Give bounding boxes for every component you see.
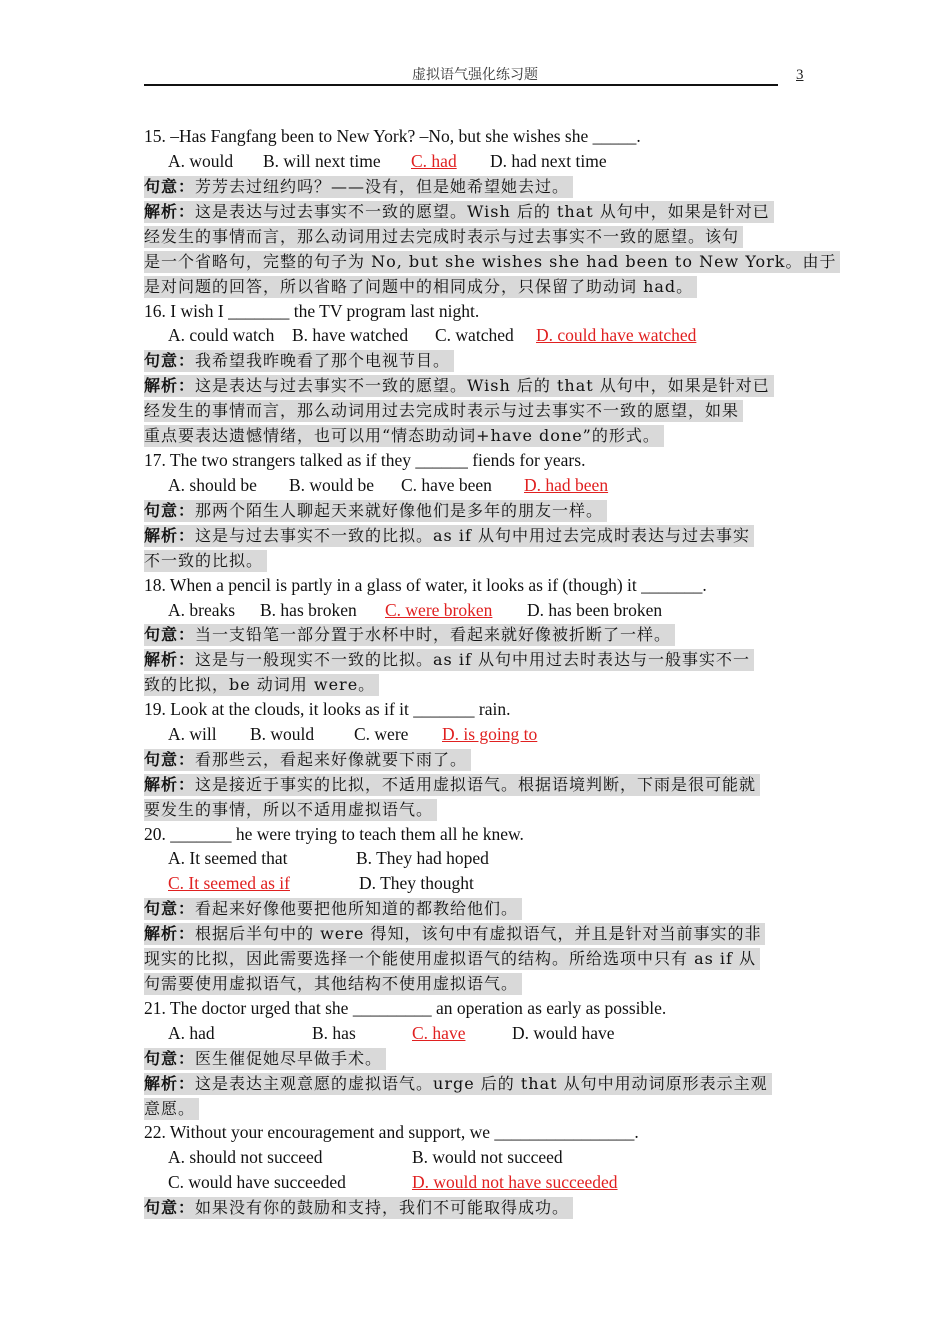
question-16-analysis-line: 重点要表达遗憾情绪，也可以用“情态助动词+have done”的形式。 [144, 423, 664, 448]
option-d: D. has been broken [527, 600, 663, 620]
question-18-analysis-line: 解析：这是与一般现实不一致的比拟。as if 从句中用过去时表达与一般事实不一 [144, 647, 754, 672]
question-17-options [144, 473, 808, 498]
question-22-options-row-1 [144, 1145, 808, 1170]
page-number: 3 [796, 67, 804, 83]
option-b: B. has broken [260, 600, 357, 620]
option-c: C. would have succeeded [168, 1172, 346, 1192]
question-21-analysis-line: 解析：这是表达主观意愿的虚拟语气。urge 后的 that 从句中用动词原形表示主观 [144, 1071, 772, 1096]
question-16-stem: 16. I wish I _______ the TV program last night. [144, 301, 480, 321]
option-b: B. will next time [263, 151, 381, 171]
question-16-analysis-line: 经发生的事情而言，那么动词用过去完成时表示与过去事实不一致的愿望，如果 [144, 398, 743, 423]
option-c: C. were [354, 724, 409, 744]
question-21-options [144, 1021, 808, 1046]
question-16-analysis-line: 解析：这是表达与过去事实不一致的愿望。Wish 后的 that 从句中，如果是针对已 [144, 373, 774, 398]
page-header-title: 虚拟语气强化练习题 [412, 67, 538, 83]
option-a: A. should not succeed [168, 1147, 323, 1167]
option-d: D. They thought [359, 873, 474, 893]
option-b: B. would be [289, 475, 375, 495]
question-19-analysis-line: 解析：这是接近于事实的比拟，不适用虚拟语气。根据语境判断，下雨是很可能就 [144, 772, 760, 797]
option-d: D. had next time [490, 151, 607, 171]
question-17-analysis-line: 不一致的比拟。 [144, 548, 267, 573]
question-16-meaning: 句意：我希望我昨晚看了那个电视节目。 [144, 348, 454, 373]
option-c-answer: C. It seemed as if [168, 873, 290, 893]
option-c: C. have been [401, 475, 492, 495]
header-rule [144, 84, 778, 86]
option-d-answer: D. had been [524, 475, 609, 495]
question-20-options-row-2 [144, 871, 808, 896]
option-b: B. would [250, 724, 315, 744]
question-18-stem: 18. When a pencil is partly in a glass of water, it looks as if (though) it _______. [144, 575, 707, 595]
question-22-options-row-2 [144, 1170, 808, 1195]
option-b: B. They had hoped [356, 848, 489, 868]
question-15-meaning: 句意：芳芳去过纽约吗？——没有，但是她希望她去过。 [144, 174, 573, 199]
option-b: B. have watched [292, 325, 409, 345]
option-a: A. could watch [168, 325, 275, 345]
option-a: A. breaks [168, 600, 236, 620]
question-17-meaning: 句意：那两个陌生人聊起天来就好像他们是多年的朋友一样。 [144, 498, 607, 523]
question-19-analysis-line: 要发生的事情，所以不适用虚拟语气。 [144, 797, 437, 822]
question-17-analysis-line: 解析：这是与过去事实不一致的比拟。as if 从句中用过去完成时表达与过去事实 [144, 523, 754, 548]
option-d-answer: D. is going to [442, 724, 538, 744]
question-20-analysis-line: 解析：根据后半句中的 were 得知，该句中有虚拟语气，并且是针对当前事实的非 [144, 921, 765, 946]
question-21-analysis-line: 意愿。 [144, 1096, 199, 1121]
question-22-stem: 22. Without your encouragement and support, we ________________. [144, 1122, 639, 1142]
option-c-answer: C. had [411, 151, 457, 171]
question-20-analysis-line: 现实的比拟，因此需要选择一个能使用虚拟语气的结构。所给选项中只有 as if 从 [144, 946, 760, 971]
option-a: A. will [168, 724, 217, 744]
question-17-stem: 17. The two strangers talked as if they ______ fiends for years. [144, 450, 586, 470]
question-20-options-row-1 [144, 846, 808, 871]
question-22-meaning: 句意：如果没有你的鼓励和支持，我们不可能取得成功。 [144, 1195, 573, 1220]
question-16-options [144, 323, 808, 348]
question-19-stem: 19. Look at the clouds, it looks as if it _______ rain. [144, 699, 511, 719]
option-a: A. It seemed that [168, 848, 288, 868]
question-20-stem: 20. _______ he were trying to teach them all he knew. [144, 824, 524, 844]
question-18-options [144, 598, 808, 623]
question-15-stem: 15. –Has Fangfang been to New York? –No, but she wishes she _____. [144, 126, 641, 146]
option-a: A. had [168, 1023, 215, 1043]
option-d-answer: D. could have watched [536, 325, 697, 345]
question-15-analysis-line: 是一个省略句，完整的句子为 No, but she wishes she had been to New York。由于 [144, 249, 840, 274]
question-19-options [144, 722, 808, 747]
option-d-answer: D. would not have succeeded [412, 1172, 618, 1192]
question-15-analysis-line: 是对问题的回答，所以省略了问题中的相同成分，只保留了助动词 had。 [144, 274, 697, 299]
question-20-meaning: 句意：看起来好像他要把他所知道的都教给他们。 [144, 896, 522, 921]
option-c-answer: C. have [412, 1023, 466, 1043]
question-15-analysis-line: 解析：这是表达与过去事实不一致的愿望。Wish 后的 that 从句中，如果是针对已 [144, 199, 774, 224]
option-a: A. should be [168, 475, 257, 495]
question-18-meaning: 句意：当一支铅笔一部分置于水杯中时，看起来就好像被折断了一样。 [144, 622, 675, 647]
option-b: B. has [312, 1023, 356, 1043]
option-c: C. watched [435, 325, 514, 345]
question-15-analysis-line: 经发生的事情而言，那么动词用过去完成时表示与过去事实不一致的愿望。该句 [144, 224, 743, 249]
question-20-analysis-line: 句需要使用虚拟语气，其他结构不使用虚拟语气。 [144, 971, 522, 996]
option-a: A. would [168, 151, 234, 171]
question-18-analysis-line: 致的比拟，be 动词用 were。 [144, 672, 379, 697]
option-b: B. would not succeed [412, 1147, 563, 1167]
option-d: D. would have [512, 1023, 615, 1043]
question-21-meaning: 句意：医生催促她尽早做手术。 [144, 1046, 386, 1071]
option-c-answer: C. were broken [385, 600, 493, 620]
question-19-meaning: 句意：看那些云，看起来好像就要下雨了。 [144, 747, 471, 772]
question-21-stem: 21. The doctor urged that she _________ an operation as early as possible. [144, 998, 667, 1018]
question-15-options [144, 149, 808, 174]
